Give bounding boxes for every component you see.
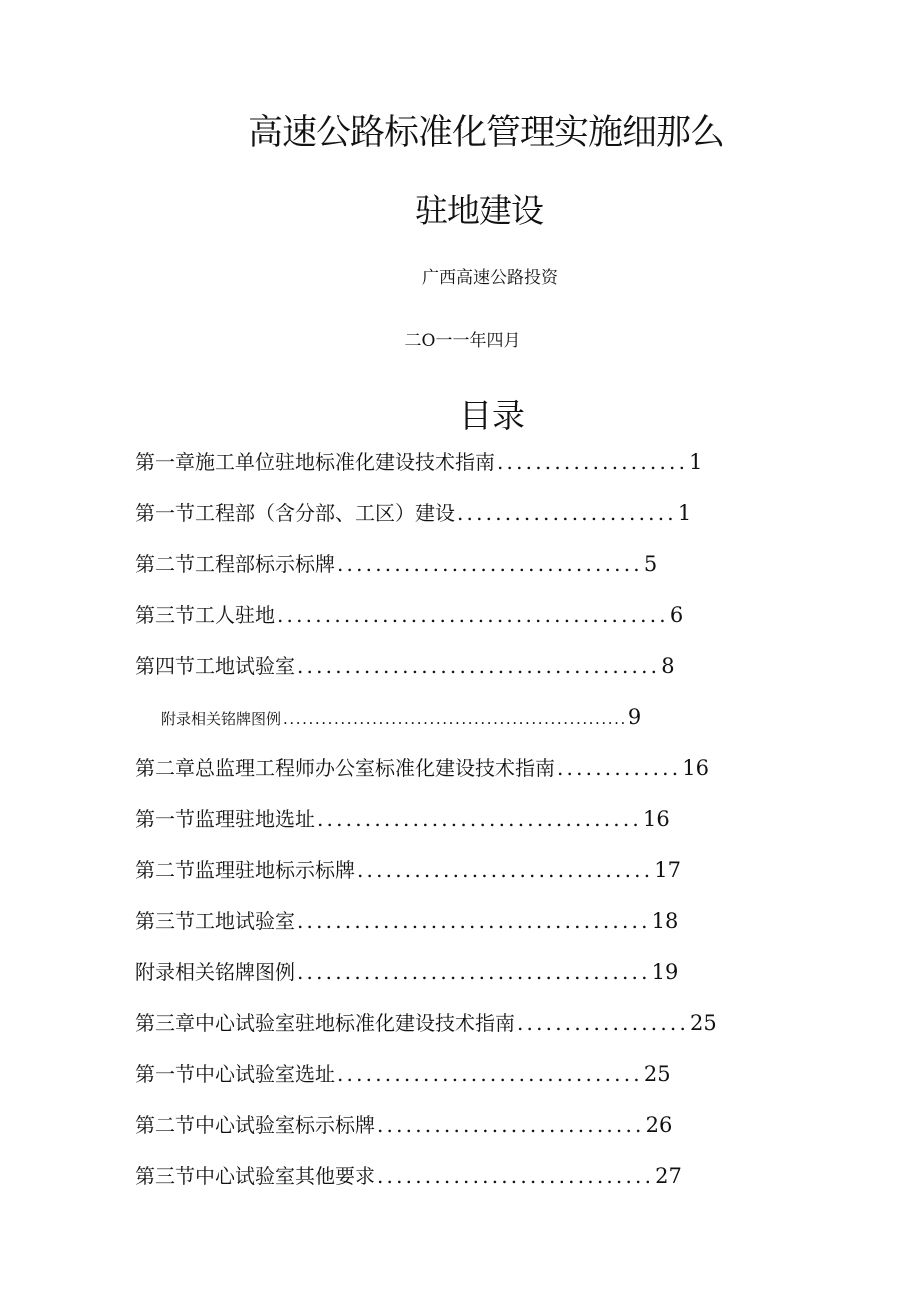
- toc-entry-page-number: 16: [642, 807, 670, 831]
- toc-entry-leader: .......................: [457, 501, 677, 525]
- toc-entry[interactable]: [135, 1160, 835, 1211]
- toc-entry-leader: .....................................: [297, 960, 651, 984]
- toc-entry[interactable]: [135, 1109, 835, 1160]
- toc-entry-page-number: 25: [643, 1062, 671, 1086]
- toc-entry[interactable]: [135, 650, 835, 701]
- toc-entry-title: 第三节工地试验室: [135, 909, 295, 933]
- toc-entry-title: 第一节工程部（含分部、工区）建设: [135, 501, 455, 525]
- toc-entry-leader: ................................: [337, 552, 643, 576]
- toc-entry-title: 第四节工地试验室: [135, 654, 295, 678]
- toc-entry-leader: .............: [557, 756, 682, 780]
- toc-entry-title: 第三章中心试验室驻地标准化建设技术指南: [135, 1011, 515, 1035]
- toc-entry-title: 第三节中心试验室其他要求: [135, 1164, 375, 1188]
- toc-entry[interactable]: [135, 1058, 835, 1109]
- toc-heading: 目录: [459, 396, 525, 435]
- toc-entry-page-number: 25: [690, 1011, 717, 1035]
- table-of-contents: [135, 446, 835, 1211]
- toc-entry-leader: .........................................: [277, 603, 669, 627]
- toc-entry-page-number: 1: [689, 450, 703, 474]
- toc-entry-page-number: 6: [669, 603, 684, 627]
- toc-entry-title: 第一节监理驻地选址: [135, 807, 315, 831]
- toc-entry[interactable]: [135, 599, 835, 650]
- toc-entry[interactable]: [135, 1007, 835, 1058]
- toc-entry-page-number: 8: [661, 654, 675, 678]
- toc-entry-title: 第一节中心试验室选址: [135, 1062, 335, 1086]
- toc-entry-leader: .............................: [377, 1164, 655, 1188]
- toc-entry-title: 附录相关铭牌图例: [161, 710, 282, 728]
- toc-entry-page-number: 16: [682, 756, 709, 780]
- publisher-name: 广西高速公路投资: [422, 268, 558, 288]
- toc-entry[interactable]: [135, 803, 835, 854]
- toc-entry-page-number: 27: [655, 1164, 682, 1188]
- toc-entry-leader: ......................................................: [283, 710, 627, 728]
- document-title: 高速公路标准化管理实施细那么: [247, 113, 724, 153]
- toc-entry-leader: ..................: [517, 1011, 690, 1035]
- toc-entry-title: 附录相关铭牌图例: [135, 960, 295, 984]
- toc-entry-title: 第二节监理驻地标示标牌: [135, 858, 355, 882]
- toc-entry-leader: ...............................: [357, 858, 654, 882]
- toc-entry-page-number: 9: [627, 705, 642, 729]
- toc-entry-leader: ......................................: [297, 654, 661, 678]
- toc-entry[interactable]: [135, 701, 835, 752]
- toc-entry[interactable]: [135, 854, 835, 905]
- toc-entry[interactable]: [135, 905, 835, 956]
- toc-entry-title: 第一章施工单位驻地标准化建设技术指南: [135, 450, 495, 474]
- toc-entry[interactable]: [135, 497, 835, 548]
- toc-entry-page-number: 1: [677, 501, 692, 525]
- publication-date: 二O一一年四月: [404, 331, 521, 351]
- toc-entry[interactable]: [135, 956, 835, 1007]
- toc-entry-title: 第二节中心试验室标示标牌: [135, 1113, 375, 1137]
- toc-entry-leader: ..................................: [317, 807, 642, 831]
- toc-entry-page-number: 26: [645, 1113, 673, 1137]
- toc-entry-title: 第二章总监理工程师办公室标准化建设技术指南: [135, 756, 555, 780]
- toc-entry-page-number: 18: [651, 909, 679, 933]
- toc-entry-leader: ....................: [497, 450, 689, 474]
- toc-entry-title: 第三节工人驻地: [135, 603, 275, 627]
- document-subtitle: 驻地建设: [415, 191, 543, 230]
- toc-entry-leader: .....................................: [297, 909, 651, 933]
- toc-entry-title: 第二节工程部标示标牌: [135, 552, 335, 576]
- toc-entry-page-number: 5: [643, 552, 658, 576]
- toc-entry-page-number: 17: [654, 858, 682, 882]
- toc-entry[interactable]: [135, 446, 835, 497]
- toc-entry[interactable]: [135, 548, 835, 599]
- toc-entry[interactable]: [135, 752, 835, 803]
- toc-entry-leader: ............................: [377, 1113, 645, 1137]
- toc-entry-leader: ................................: [337, 1062, 643, 1086]
- toc-entry-page-number: 19: [651, 960, 679, 984]
